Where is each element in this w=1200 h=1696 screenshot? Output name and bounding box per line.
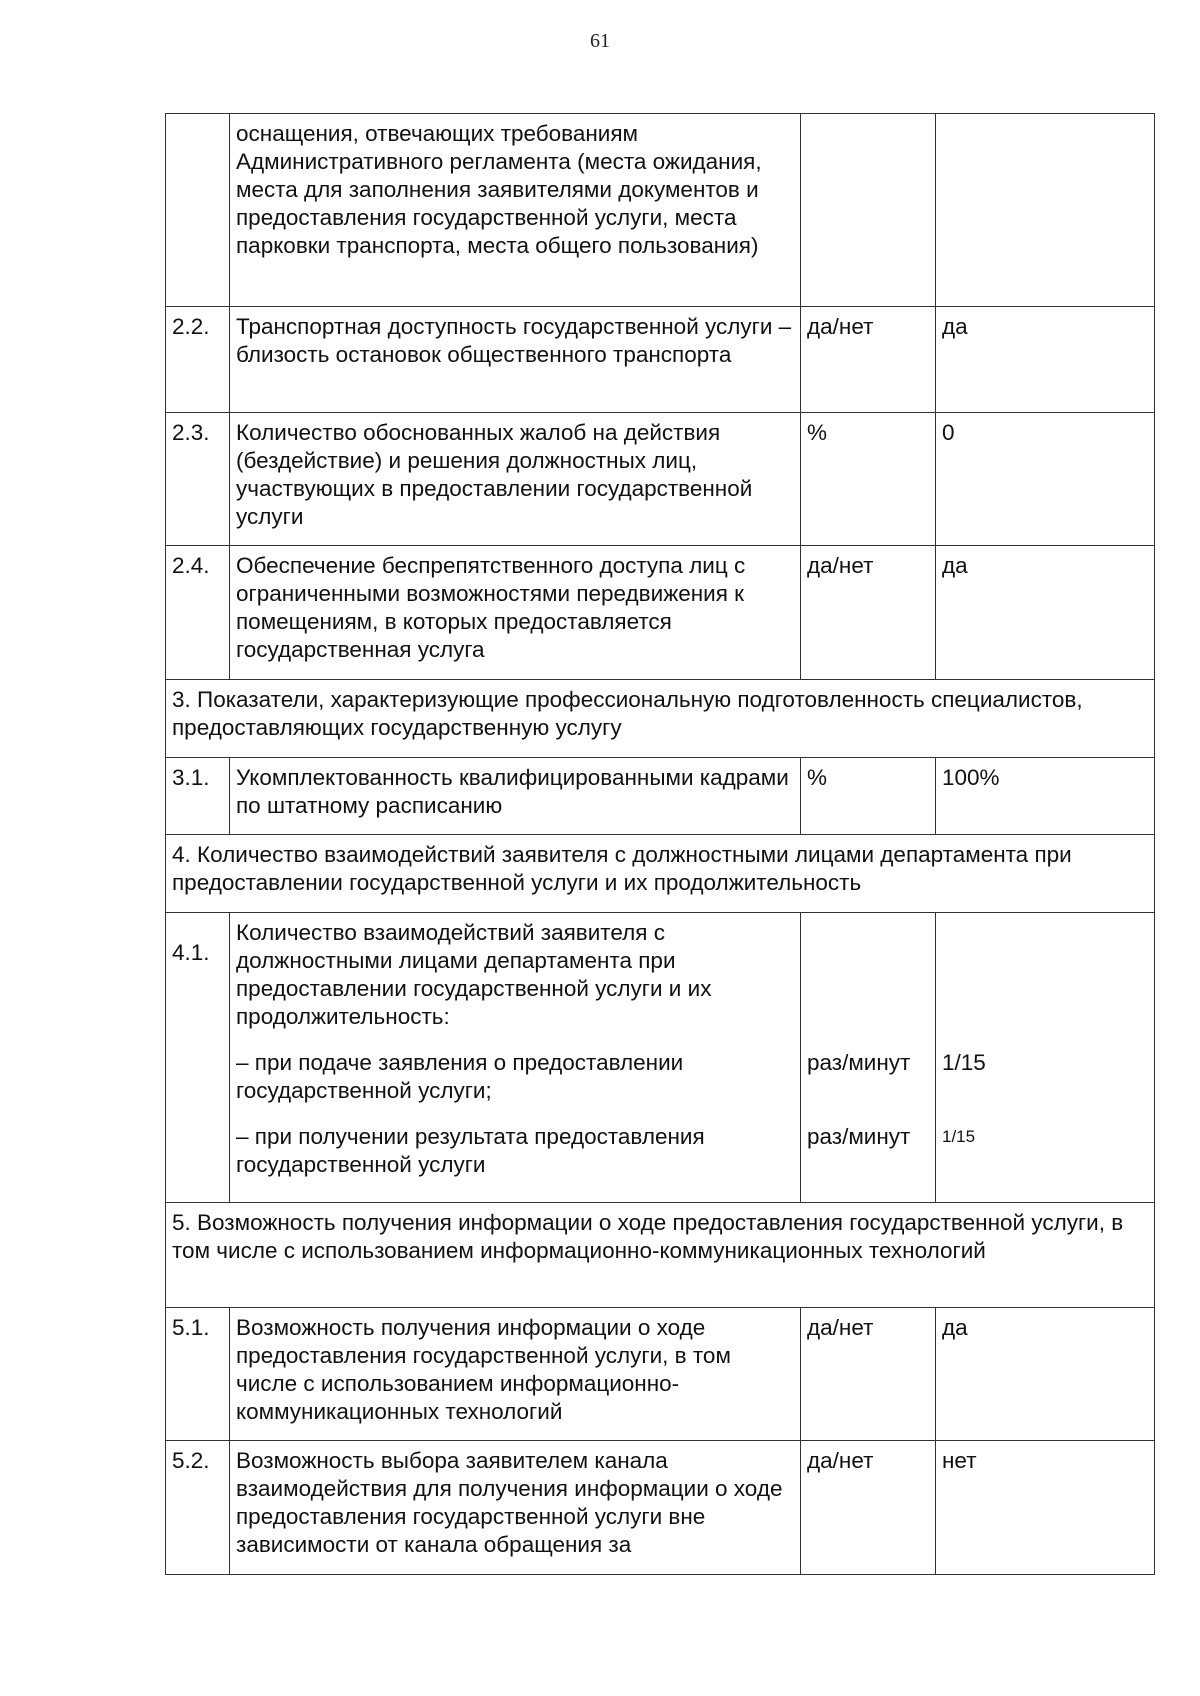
row-description: Обеспечение беспрепятственного доступа лиц с ограниченными возможностями передвижения к помещениям, в которых предоставляется государственная услуга <box>230 546 801 680</box>
row-value: 100% <box>936 758 1155 835</box>
row-number: 3.1. <box>166 758 230 835</box>
section-row <box>166 835 1155 913</box>
row-description-cell <box>230 913 801 1203</box>
row-description: Количество обоснованных жалоб на действия (бездействие) и решения должностных лиц, участвующих в предоставлении государственной услуги <box>230 413 801 546</box>
table-row <box>166 1441 1155 1575</box>
row-value: да <box>936 546 1155 680</box>
row-unit: да/нет <box>801 546 936 680</box>
row-value-cell <box>936 913 1155 1203</box>
table-row <box>166 413 1155 546</box>
row-description: Возможность выбора заявителем канала взаимодействия для получения информации о ходе предоставления государственной услуги вне зависимости от канала обращения за <box>230 1441 801 1575</box>
table-row <box>166 114 1155 307</box>
row-number-text: 4.1. <box>172 940 210 965</box>
sub-item-unit: раз/минут <box>807 1050 911 1075</box>
table-row <box>166 913 1155 1203</box>
row-description: Количество взаимодействий заявителя с должностными лицами департамента при предоставлении государственной услуги и их продолжительность: <box>236 920 712 1029</box>
section-heading: 5. Возможность получения информации о ходе предоставления государственной услуги, в том числе с использованием информационно-коммуникационных технологий <box>166 1203 1155 1308</box>
row-unit-cell <box>801 114 936 307</box>
row-unit: да/нет <box>801 1308 936 1441</box>
row-unit-cell <box>801 913 936 1203</box>
sub-item-value: 1/15 <box>942 1127 976 1146</box>
section-row <box>166 1203 1155 1308</box>
row-description: Возможность получения информации о ходе предоставления государственной услуги, в том числе с использованием информационно-коммуникационных технологий <box>230 1308 801 1441</box>
section-heading: 3. Показатели, характеризующие профессиональную подготовленность специалистов, предоставляющих государственную услугу <box>166 680 1155 758</box>
row-value: да <box>936 1308 1155 1441</box>
row-description: Транспортная доступность государственной услуги – близость остановок общественного транспорта <box>230 307 801 413</box>
row-value: да <box>936 307 1155 413</box>
sub-item-description: – при получении результата предоставления государственной услуги <box>236 1124 705 1177</box>
row-description: оснащения, отвечающих требованиям Административного регламента (места ожидания, места для заполнения заявителями документов и предоставления государственной услуги, места парковки транспорта, места общего пользования) <box>230 114 801 307</box>
row-value: 0 <box>936 413 1155 546</box>
sub-item-description: – при подаче заявления о предоставлении государственной услуги; <box>236 1050 684 1103</box>
row-unit: % <box>801 758 936 835</box>
table-row <box>166 546 1155 680</box>
row-description: Укомплектованность квалифицированными кадрами по штатному расписанию <box>230 758 801 835</box>
table-row <box>166 1308 1155 1441</box>
sub-item-value: 1/15 <box>942 1050 986 1075</box>
indicators-table <box>165 113 1155 1575</box>
row-number: 5.2. <box>166 1441 230 1575</box>
row-value-cell <box>936 114 1155 307</box>
section-row <box>166 680 1155 758</box>
row-number: 5.1. <box>166 1308 230 1441</box>
page-number: 61 <box>590 30 610 52</box>
row-number: 2.4. <box>166 546 230 680</box>
section-heading: 4. Количество взаимодействий заявителя с должностными лицами департамента при предоставлении государственной услуги и их продолжительность <box>166 835 1155 913</box>
table-row <box>166 307 1155 413</box>
row-number: 2.2. <box>166 307 230 413</box>
sub-item-unit: раз/минут <box>807 1124 911 1149</box>
row-number: 2.3. <box>166 413 230 546</box>
row-unit: % <box>801 413 936 546</box>
row-number <box>166 913 230 1203</box>
row-value: нет <box>936 1441 1155 1575</box>
row-unit: да/нет <box>801 307 936 413</box>
row-number-cell <box>166 114 230 307</box>
table-row <box>166 758 1155 835</box>
row-unit: да/нет <box>801 1441 936 1575</box>
